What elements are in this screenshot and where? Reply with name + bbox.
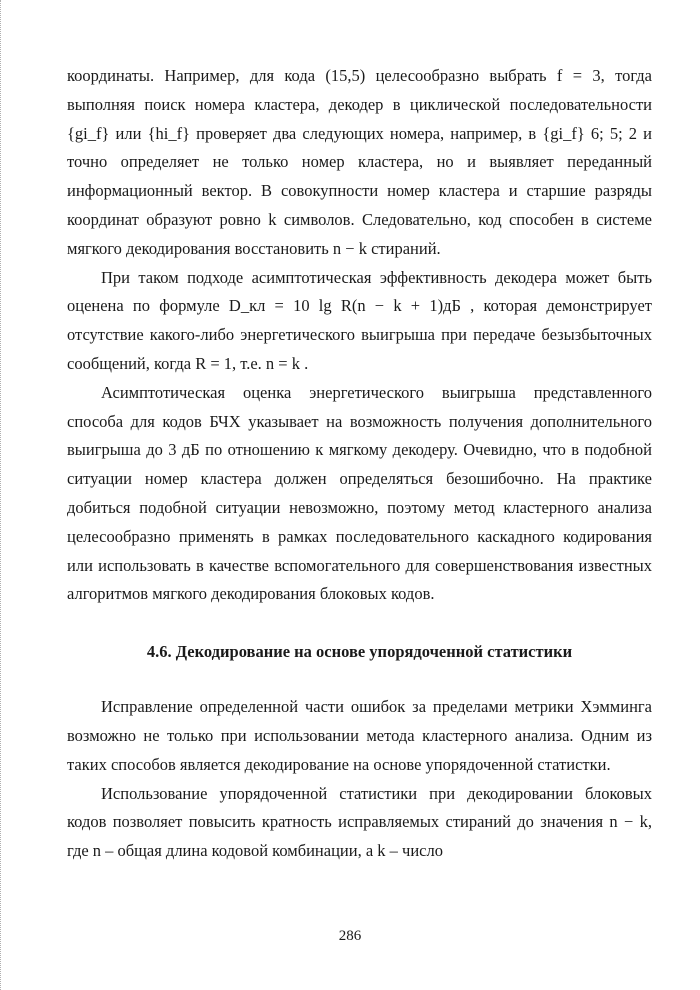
paragraph: координаты. Например, для кода (15,5) целесообразно выбрать f = 3, тогда выполняя поиск номера кластера, декодер в циклической последовательности {gi_f} или {hi_f} проверяет два следующих номера, например, в {gi_f} 6; 5; 2 и точно определяет не только номер кластера, но и выявляет переданный информационный вектор. В совокупности номер кластера и старшие разряды координат образуют ровно k символов. Следовательно, код способен в системе мягкого декодирования восстановить n − k стираний. [67,66,652,258]
page-body [67,62,652,866]
section-heading: 4.6. Декодирование на основе упорядоченной статистики [146,642,573,662]
paragraph: При таком подходе асимптотическая эффективность декодера может быть оценена по формуле D_кл = 10 lg R(n − k + 1)дБ , которая демонстрирует отсутствие какого-либо энергетического выигрыша при передаче безызбыточных сообщений, когда R = 1, т.е. n = k . [67,267,652,373]
paragraph: Асимптотическая оценка энергетического выигрыша представленного способа для кодов БЧХ указывает на возможность получения дополнительного выигрыша до 3 дБ по отношению к мягкому декодеру. Очевидно, что в подобной ситуации номер кластера должен определяться безошибочно. На практике добиться подобной ситуации невозможно, поэтому метод кластерного анализа целесообразно применять в рамках последовательного каскадного кодирования или использовать в качестве вспомогательного для совершенствования известных алгоритмов мягкого декодирования блоковых кодов. [67,382,652,604]
page-number: 286 [338,928,362,944]
paragraph: Исправление определенной части ошибок за пределами метрики Хэмминга возможно не только при использовании метода кластерного анализа. Одним из таких способов является декодирование на основе упорядоченной статистки. [67,697,652,774]
paragraph: Использование упорядоченной статистики при декодировании блоковых кодов позволяет повысить кратность исправляемых стираний до значения n − k, где n – общая длина кодовой комбинации, а k – число [67,783,652,861]
page-edge [0,0,4,990]
